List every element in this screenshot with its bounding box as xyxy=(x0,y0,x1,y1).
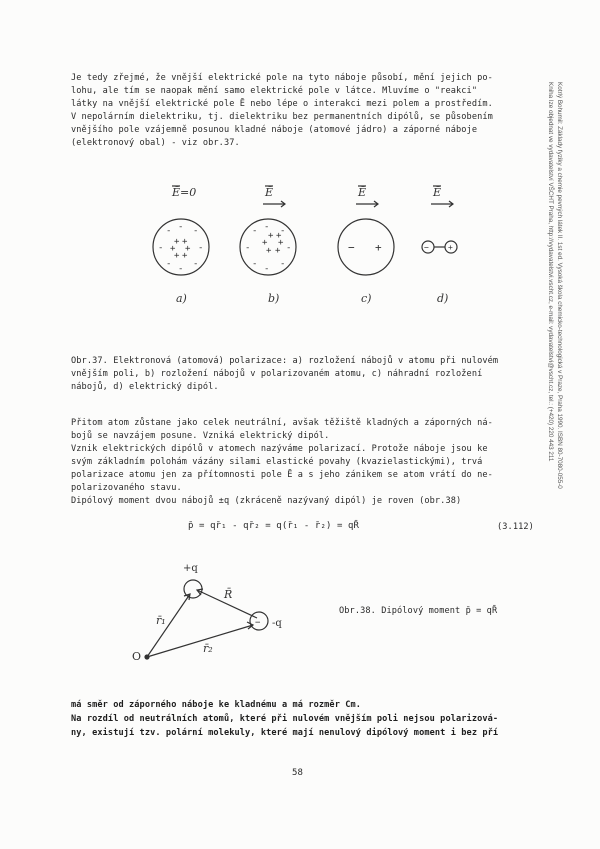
svg-text:-: - xyxy=(252,226,258,236)
text-line: ny, existují tzv. polární molekuly, které mají nenulový dipólový moment i bez pří xyxy=(71,728,499,738)
svg-text:-: - xyxy=(264,222,270,232)
vector-r2 xyxy=(147,625,253,657)
svg-text:-: - xyxy=(264,264,270,274)
charge-label-plus: +q xyxy=(183,563,198,574)
svg-text:-: - xyxy=(158,243,164,253)
svg-text:-: - xyxy=(193,226,199,236)
svg-text:−: − xyxy=(255,618,261,628)
svg-text:-: - xyxy=(178,222,184,232)
text-line: vnějšího pole vzájemně posunou kladné náboje (atomové jádro) a záporné náboje xyxy=(71,125,478,135)
vector-label-r1: r̄₁ xyxy=(156,614,166,627)
svg-text:+: + xyxy=(170,244,176,254)
subfig-label-c: c) xyxy=(361,292,372,305)
caption-line: nábojů, d) elektrický dipól. xyxy=(71,382,219,392)
subfig-label-a: a) xyxy=(176,292,187,305)
equation: p̄ = qr̄₁ - qr̄₂ = q(r̄₁ - r̄₂) = qR̄ xyxy=(188,521,360,531)
text-line: V nepolárním dielektriku, tj. dielektriku bez permanentních dipólů, se působením xyxy=(71,112,493,122)
charge-label-minus: -q xyxy=(272,618,282,629)
svg-text:-: - xyxy=(286,243,292,253)
svg-text:-: - xyxy=(193,259,199,269)
text-line: svým základním polohám vázány silami elastické povahy (kvazielastickými), trvá xyxy=(71,457,483,467)
text-line: Dipólový moment dvou nábojů ±q (zkráceně nazývaný dipól) je roven (obr.38) xyxy=(71,496,462,506)
svg-text:+: + xyxy=(182,251,188,261)
subfig-label-d: d) xyxy=(437,292,449,305)
svg-text:+: + xyxy=(266,246,272,256)
text-line: Na rozdíl od neutrálních atomů, které při nulovém vnějším poli nejsou polarizová- xyxy=(71,714,499,724)
svg-text:-: - xyxy=(252,259,258,269)
svg-text:-: - xyxy=(166,226,172,236)
svg-text:+: + xyxy=(174,251,180,261)
text-line: Je tedy zřejmé, že vnější elektrické pole na tyto náboje působí, mění jejich po- xyxy=(71,73,493,83)
charge-minus-c: − xyxy=(348,241,355,254)
caption-line: Obr.37. Elektronová (atomová) polarizace: a) rozložení nábojů v atomu při nulovém xyxy=(71,356,499,366)
vector-r1 xyxy=(147,594,190,657)
svg-text:-: - xyxy=(245,243,251,253)
text-line: Přitom atom zůstane jako celek neutrální, avšak těžiště kladných a záporných ná- xyxy=(71,418,493,428)
svg-text:-: - xyxy=(280,259,286,269)
svg-text:-: - xyxy=(280,226,286,236)
side-note-line: Kotrlý Bohumil: Základy fyziky a chemie pevných látek II. 1st ed. Vysoká škola chemicko-technologická v Praze, Praha 1990. ISBN 80-7080-055-0 xyxy=(556,82,563,489)
text-line: (elektronový obal) - viz obr.37. xyxy=(71,138,240,148)
field-label-d: Ē xyxy=(433,186,442,199)
page-number: 58 xyxy=(292,768,304,778)
caption-line: vnějším poli, b) rozložení nábojů v polarizovaném atomu, c) náhradní rozložení xyxy=(71,369,483,379)
origin-label: O xyxy=(132,650,142,663)
svg-text:+: + xyxy=(448,243,453,252)
svg-text:+: + xyxy=(275,246,281,256)
svg-text:+: + xyxy=(268,231,274,241)
text-line: má směr od záporného náboje ke kladnému a má rozměr Cm. xyxy=(71,700,362,710)
svg-text:−: − xyxy=(424,243,429,252)
svg-text:-: - xyxy=(166,259,172,269)
text-line: bojů se navzájem posune. Vzniká elektrický dipól. xyxy=(71,431,330,441)
field-label-c: Ē xyxy=(358,186,367,199)
subfig-label-b: b) xyxy=(268,292,280,305)
side-note-line: Kniha Ize objednat ve vydavatelství VŠCHT Praha, http://vydavatelstvi.vscht.cz, e-mail: vydavatelstvi@vscht.cz, tel.: (+420) 220 443 211 xyxy=(547,82,555,462)
text-line: polarizace atomu jen za přítomnosti pole Ē a s jeho zánikem se atom vrátí do ne- xyxy=(71,470,493,480)
svg-text:-: - xyxy=(178,264,184,274)
svg-text:+: + xyxy=(174,237,180,247)
text-line: látky na vnější elektrické pole Ē nebo lépe o interakci mezi polem a prostředím. xyxy=(71,99,493,109)
svg-text:+: + xyxy=(276,231,282,241)
text-line: Vznik elektrických dipólů v atomech nazýváme polarizací. Protože náboje jsou ke xyxy=(71,444,488,454)
charge-plus-c: + xyxy=(375,241,382,254)
text-line: polarizovaného stavu. xyxy=(71,483,182,493)
vector-label-R: R̄ xyxy=(224,588,233,601)
svg-text:+: + xyxy=(182,237,188,247)
caption-38: Obr.38. Dipólový moment p̄ = qR̄ xyxy=(339,606,498,616)
vector-label-r2: r̄₂ xyxy=(203,642,213,655)
equation-number: (3.112) xyxy=(497,522,534,532)
svg-text:+: + xyxy=(262,238,268,248)
svg-text:+: + xyxy=(278,238,284,248)
field-label-a: Ē=0 xyxy=(172,186,197,199)
svg-text:-: - xyxy=(198,243,204,253)
svg-text:+: + xyxy=(185,244,191,254)
text-line: lohu, ale tím se naopak mění samo elektrické pole v látce. Mluvíme o "reakci" xyxy=(71,86,478,96)
field-label-b: Ē xyxy=(265,186,274,199)
